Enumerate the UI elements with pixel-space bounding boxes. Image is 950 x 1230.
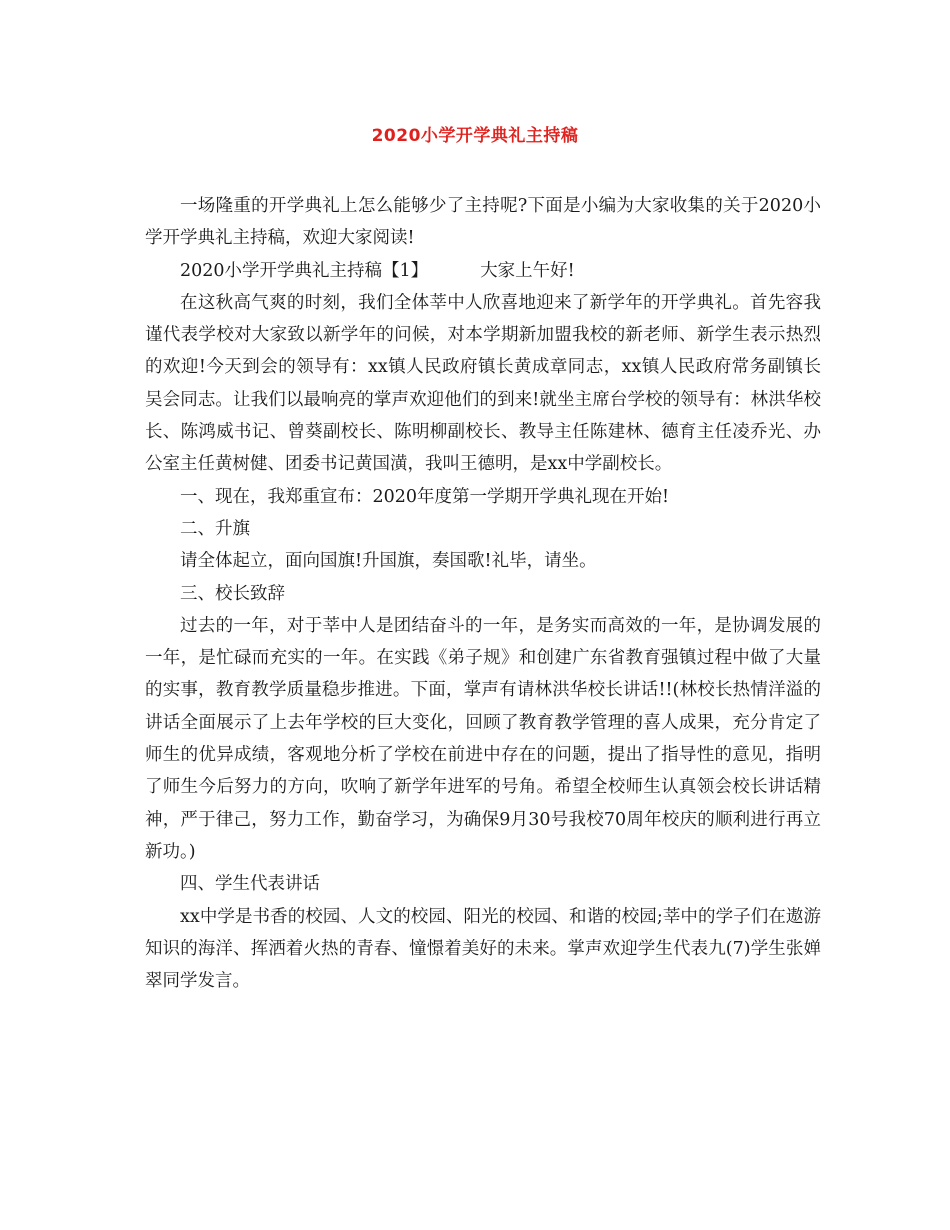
item-1: 一、现在，我郑重宣布：2020年度第一学期开学典礼现在开始! — [180, 486, 670, 507]
item-2-heading: 二、升旗 — [180, 518, 250, 539]
document-body — [145, 190, 821, 997]
greeting: 大家上午好! — [480, 260, 575, 281]
section-heading: 2020小学开学典礼主持稿【1】 — [180, 260, 429, 281]
item-3-text: 过去的一年，对于莘中人是团结奋斗的一年，是务实而高效的一年，是协调发展的一年，是忙碌而充实的一年。在实践《弟子规》和创建广东省教育强镇过程中做了大量的实事，教育教学质量稳步推进。下面，掌声有请林洪华校长讲话!!(林校长热情洋溢的讲话全面展示了上去年学校的巨大变化，回顾了教育教学管理的喜人成果，充分肯定了师生的优异成绩，客观地分析了学校在前进中存在的问题，提出了指导性的意见，指明了师生今后努力的方向，吹响了新学年进军的号角。希望全校师生认真领会校长讲话精神，严于律己，努力工作，勤奋学习，为确保9月30号我校70周年校庆的顺利进行再立新功。) — [145, 615, 821, 862]
intro-paragraph: 一场隆重的开学典礼上怎么能够少了主持呢?下面是小编为大家收集的关于2020小学开学典礼主持稿，欢迎大家阅读! — [145, 196, 821, 249]
item-4-heading: 四、学生代表讲话 — [180, 874, 320, 895]
item-2-text: 请全体起立，面向国旗!升国旗，奏国歌!礼毕，请坐。 — [180, 551, 597, 572]
item-3-heading: 三、校长致辞 — [180, 583, 285, 604]
item-4-text: xx中学是书香的校园、人文的校园、阳光的校园、和谐的校园;莘中的学子们在遨游知识的海洋、挥洒着火热的青春、憧憬着美好的未来。掌声欢迎学生代表九(7)学生张婵翠同学发言。 — [145, 906, 821, 992]
opening-paragraph: 在这秋高气爽的时刻，我们全体莘中人欣喜地迎来了新学年的开学典礼。首先容我谨代表学校对大家致以新学年的问候，对本学期新加盟我校的新老师、新学生表示热烈的欢迎!今天到会的领导有：xx镇人民政府镇长黄成章同志，xx镇人民政府常务副镇长吴会同志。让我们以最响亮的掌声欢迎他们的到来!就坐主席台学校的领导有：林洪华校长、陈鸿威书记、曾葵副校长、陈明柳副校长、教导主任陈建林、德育主任凌乔光、办公室主任黄树健、团委书记黄国潢，我叫王德明，是xx中学副校长。 — [145, 292, 821, 475]
section-heading-line — [145, 255, 821, 287]
document-title: 2020小学开学典礼主持稿 — [371, 126, 579, 146]
